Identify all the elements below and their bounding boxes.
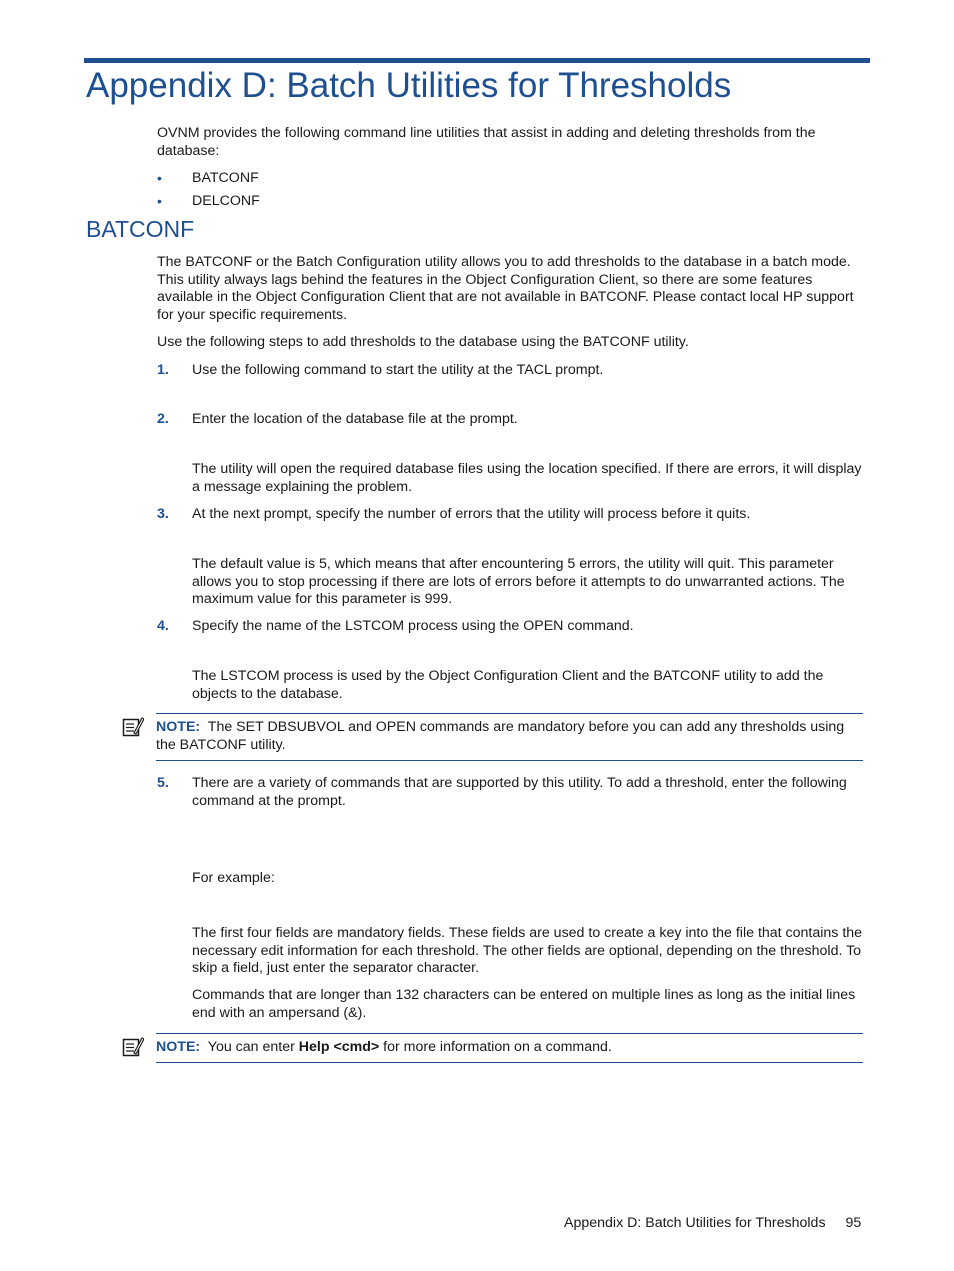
note-box xyxy=(156,1033,863,1063)
step-detail: The utility will open the required database files using the location specified. If there are errors, it will display a message explaining the problem. xyxy=(192,461,862,495)
step-detail: Commands that are longer than 132 characters can be entered on multiple lines as long as the initial lines end with an ampersand (&). xyxy=(192,987,856,1021)
step-text: There are a variety of commands that are supported by this utility. To add a threshold, enter the following command at the prompt. xyxy=(192,775,847,809)
intro-paragraph: OVNM provides the following command line utilities that assist in adding and deleting thresholds from the database: xyxy=(157,125,816,159)
page-title: Appendix D: Batch Utilities for Thresholds xyxy=(86,66,732,105)
step-text: Specify the name of the LSTCOM process using the OPEN command. xyxy=(192,618,634,634)
page-number: 95 xyxy=(845,1215,862,1231)
step-text: At the next prompt, specify the number of errors that the utility will process before it quits. xyxy=(192,506,751,522)
note-content xyxy=(156,1034,863,1057)
example-label: For example: xyxy=(192,870,275,886)
step-number: 2. xyxy=(157,411,169,427)
note-text: You can enter xyxy=(207,1039,295,1055)
step-detail: The default value is 5, which means that after encountering 5 errors, the utility will quit. This parameter allows you to stop processing if there are lots of errors before it attempts to do unwarranted actions. The maximum value for this parameter is 999. xyxy=(192,556,845,608)
note-content xyxy=(156,714,863,754)
step-number: 4. xyxy=(157,618,169,634)
note-box xyxy=(156,713,863,761)
step-text: Use the following command to start the utility at the TACL prompt. xyxy=(192,362,604,378)
batconf-description: The BATCONF or the Batch Configuration utility allows you to add thresholds to the database in a batch mode. This utility always lags behind the features in the Object Configuration Client, so there are some features available in the Object Configuration Client that are not available in BATCONF. Please contact local HP support for your specific requirements. xyxy=(157,254,854,323)
step-detail: The first four fields are mandatory fields. These fields are used to create a key into the file that contains the necessary edit information for each threshold. The other fields are optional, depending on the threshold. To skip a field, just enter the separator character. xyxy=(192,925,863,977)
bullet-icon: • xyxy=(157,193,162,209)
footer-title: Appendix D: Batch Utilities for Thresholds xyxy=(564,1215,826,1231)
list-item: DELCONF xyxy=(192,193,260,209)
note-icon xyxy=(122,716,144,738)
note-text: The SET DBSUBVOL and OPEN commands are mandatory before you can add any thresholds using the BATCONF utility. xyxy=(156,719,845,753)
step-number: 1. xyxy=(157,362,169,378)
note-icon xyxy=(122,1036,144,1058)
note-text: for more information on a command. xyxy=(383,1039,612,1055)
bullet-icon: • xyxy=(157,170,162,186)
step-text: Enter the location of the database file at the prompt. xyxy=(192,411,518,427)
note-command: Help <cmd> xyxy=(298,1039,380,1055)
step-number: 5. xyxy=(157,775,169,791)
footer xyxy=(564,1215,861,1233)
list-item: BATCONF xyxy=(192,170,259,186)
note-label: NOTE: xyxy=(156,719,201,735)
step-number: 3. xyxy=(157,506,169,522)
note-label: NOTE: xyxy=(156,1039,201,1055)
section-heading: BATCONF xyxy=(86,216,195,242)
header-rule xyxy=(84,58,870,63)
steps-intro: Use the following steps to add thresholds to the database using the BATCONF utility. xyxy=(157,334,689,350)
step-detail: The LSTCOM process is used by the Object Configuration Client and the BATCONF utility to add the objects to the database. xyxy=(192,668,824,702)
